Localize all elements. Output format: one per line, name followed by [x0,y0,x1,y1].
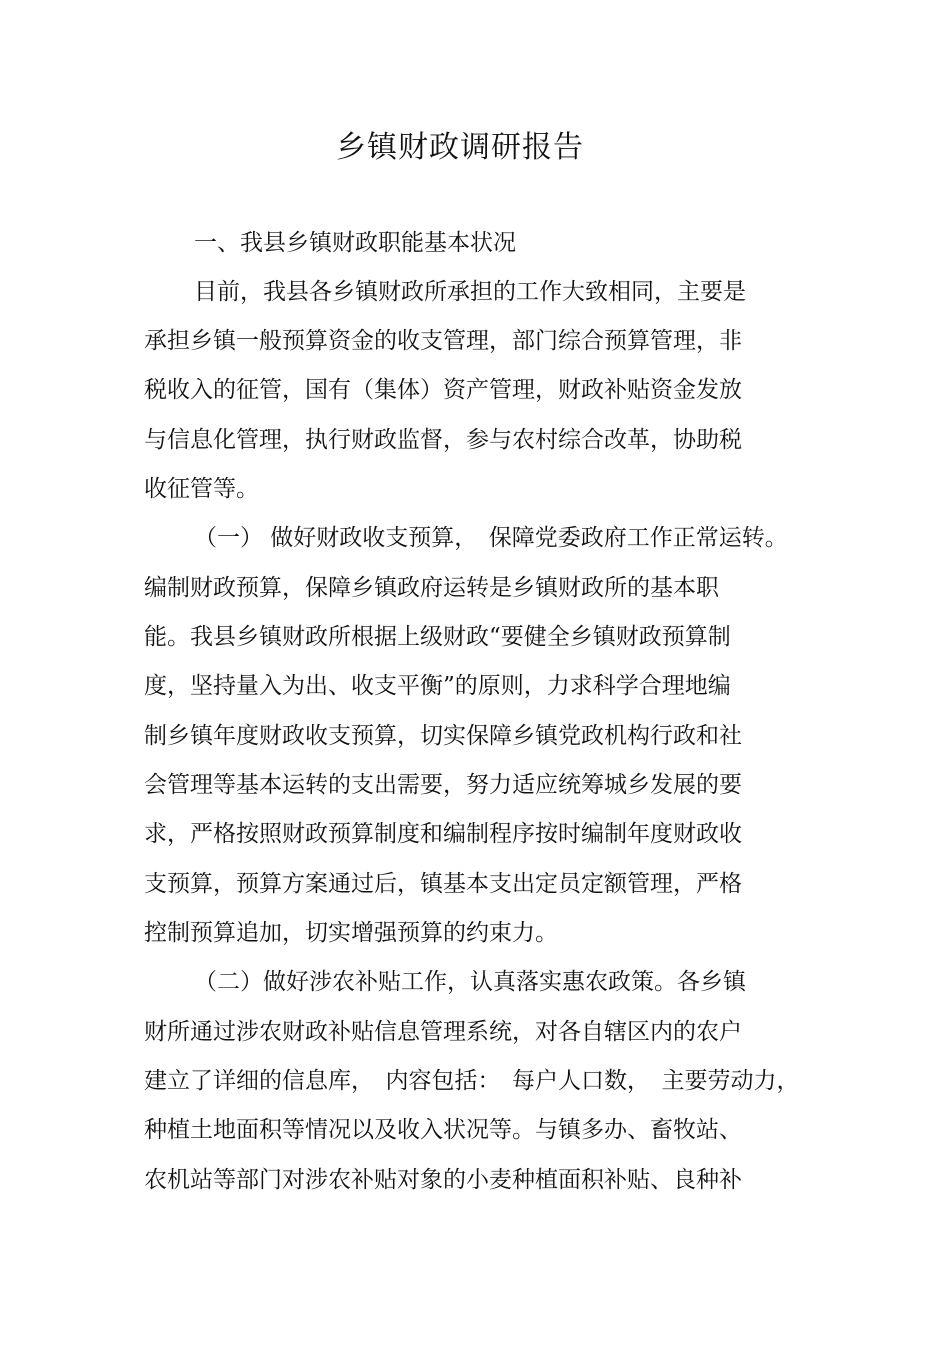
paragraph-line: 制乡镇年度财政收支预算，切实保障乡镇党政机构行政和社 [144,723,742,749]
paragraph-line: 建立了详细的信息库， 内容包括： 每户人口数， 主要劳动力， [144,1068,800,1094]
paragraph-line: 度，坚持量入为出、收支平衡”的原则，力求科学合理地编 [144,673,731,699]
paragraph-line: 财所通过涉农财政补贴信息管理系统，对各自辖区内的农户 [144,1019,742,1045]
paragraph-line: 求，严格按照财政预算制度和编制程序按时编制年度财政收 [144,821,742,847]
paragraph-line: 农机站等部门对涉农补贴对象的小麦种植面积补贴、良种补 [144,1167,742,1193]
section-heading: 一、我县乡镇财政职能基本状况 [194,230,516,256]
paragraph-line: 与信息化管理，执行财政监督，参与农村综合改革，协助税 [144,427,742,453]
paragraph-line: 种植土地面积等情况以及收入状况等。与镇多办、畜牧站、 [144,1117,742,1143]
paragraph-line: 税收入的征管，国有（集体）资产管理，财政补贴资金发放 [144,377,742,403]
paragraph-line: 控制预算追加，切实增强预算的约束力。 [144,920,558,946]
paragraph-line: 承担乡镇一般预算资金的收支管理，部门综合预算管理，非 [144,328,742,354]
paragraph-line: 目前，我县各乡镇财政所承担的工作大致相同，主要是 [194,279,746,305]
paragraph-line: 编制财政预算，保障乡镇政府运转是乡镇财政所的基本职 [144,575,719,601]
paragraph-line: 会管理等基本运转的支出需要，努力适应统筹城乡发展的要 [144,772,742,798]
paragraph-line: 能。我县乡镇财政所根据上级财政“要健全乡镇财政预算制 [144,624,731,650]
paragraph-line: 支预算，预算方案通过后，镇基本支出定员定额管理，严格 [144,871,742,897]
document-title: 乡镇财政调研报告 [336,130,584,165]
subsection-heading: （一） 做好财政收支预算， 保障党委政府工作正常运转。 [194,525,788,551]
subsection-heading: （二）做好涉农补贴工作，认真落实惠农政策。各乡镇 [194,969,746,995]
paragraph-line: 收征管等。 [144,476,259,502]
